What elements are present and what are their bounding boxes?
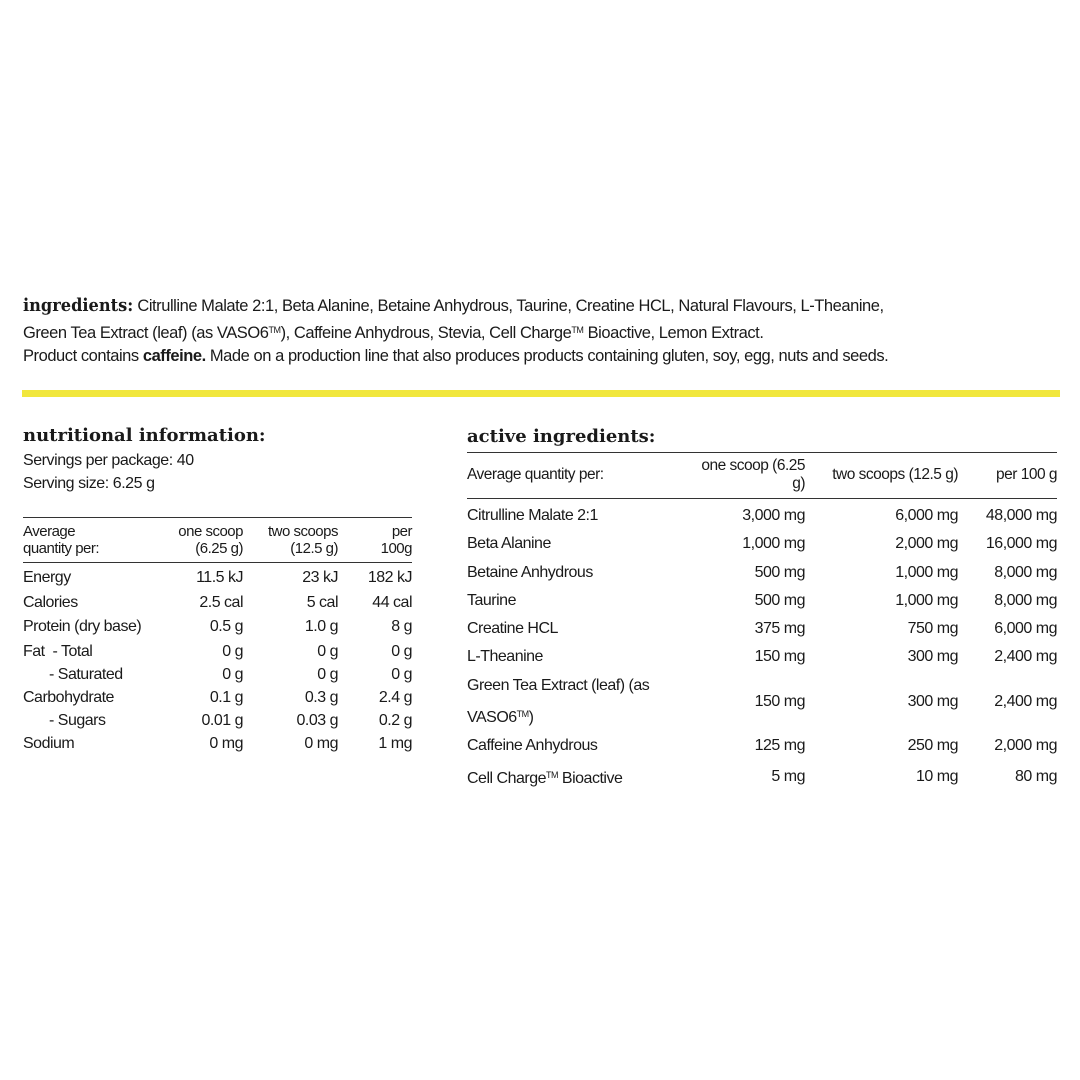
one-scoop-value: 500 mg <box>754 591 805 609</box>
two-scoops-value: 250 mg <box>907 737 958 755</box>
accent-divider <box>22 390 1060 397</box>
header-per-100g: per 100g <box>338 518 412 563</box>
one-scoop-value: 2.5 cal <box>199 593 243 611</box>
two-scoops-value: 0.03 g <box>296 711 338 729</box>
ingredients-line-2 <box>23 319 1053 346</box>
row-label: - Sugars <box>49 711 106 729</box>
row-label: L-Theanine <box>467 648 543 666</box>
two-scoops-value: 0 mg <box>304 734 338 752</box>
table-row <box>467 761 1057 793</box>
row-label: Protein (dry base) <box>23 618 142 635</box>
trademark-mark: TM <box>516 709 529 720</box>
per-100g-value: 80 mg <box>1015 767 1057 785</box>
row-label: Citrulline Malate 2:1 <box>467 507 598 524</box>
active-header-row <box>467 453 1057 499</box>
header-average-quantity: Average quantity per: <box>467 453 687 499</box>
table-row <box>467 615 1057 643</box>
per-100g-value: 1 mg <box>378 734 412 752</box>
two-scoops-value: 23 kJ <box>302 569 338 586</box>
two-scoops-value: 1.0 g <box>304 618 338 635</box>
one-scoop-value: 11.5 kJ <box>196 569 243 586</box>
servings-per-package: Servings per package: 40 <box>23 452 194 469</box>
trademark-mark: TM <box>571 324 584 335</box>
one-scoop-value: 1,000 mg <box>742 535 805 553</box>
header-two-scoops: two scoops (12.5 g) <box>805 453 958 499</box>
two-scoops-value: 1,000 mg <box>895 563 958 581</box>
table-row <box>23 615 412 640</box>
row-label: Sodium <box>23 734 75 752</box>
table-row <box>467 643 1057 671</box>
table-row <box>467 587 1057 615</box>
row-label: Caffeine Anhydrous <box>467 737 598 755</box>
row-label: Cell Charge™ Bioactive <box>467 769 623 787</box>
two-scoops-value: 750 mg <box>907 620 958 638</box>
nutrition-header-row <box>23 518 412 563</box>
ingredients-list-part2b: ), Caffeine Anhydrous, Stevia, Cell Charge <box>280 323 572 342</box>
per-100g-value: 16,000 mg <box>985 535 1057 553</box>
trademark-mark: TM <box>268 324 281 335</box>
per-100g-value: 2,000 mg <box>994 737 1057 755</box>
row-label: Fat - Total <box>23 642 93 660</box>
per-100g-value: 0.2 g <box>378 711 412 729</box>
table-row <box>467 672 1057 733</box>
per-100g-value: 0 g <box>391 665 412 683</box>
row-label: Creatine HCL <box>467 620 558 638</box>
ingredients-list-part2a: Green Tea Extract (leaf) (as VASO6 <box>23 323 269 342</box>
per-100g-value: 0 g <box>391 642 412 660</box>
allergen-statement <box>23 345 1053 369</box>
one-scoop-value: 0.01 g <box>201 711 243 729</box>
two-scoops-value: 10 mg <box>916 767 958 785</box>
row-label: Taurine <box>467 591 516 609</box>
table-row <box>467 559 1057 587</box>
per-100g-value: 6,000 mg <box>994 620 1057 638</box>
table-row <box>467 530 1057 558</box>
header-average-quantity: Average quantity per: <box>23 518 163 563</box>
table-row <box>23 686 412 709</box>
active-ingredients-panel <box>467 426 1057 787</box>
header-one-scoop: one scoop (6.25 g) <box>687 453 805 499</box>
row-label: Beta Alanine <box>467 535 551 553</box>
header-one-scoop: one scoop (6.25 g) <box>163 518 243 563</box>
two-scoops-value: 0 g <box>317 665 338 683</box>
table-row <box>23 732 412 757</box>
one-scoop-value: 5 mg <box>771 767 805 785</box>
per-100g-value: 2.4 g <box>378 688 412 706</box>
nutrition-table <box>23 517 412 756</box>
table-row <box>467 732 1057 760</box>
per-100g-value: 8,000 mg <box>994 563 1057 581</box>
per-100g-value: 44 cal <box>372 593 412 611</box>
one-scoop-value: 0.1 g <box>209 688 243 706</box>
ingredients-line-1 <box>23 294 1053 319</box>
row-label: Energy <box>23 569 71 586</box>
two-scoops-value: 300 mg <box>907 692 958 710</box>
one-scoop-value: 0 g <box>222 642 243 660</box>
ingredients-statement <box>23 294 1053 369</box>
nutritional-heading: nutritional information: <box>23 425 266 446</box>
header-per-100g: per 100 g <box>958 453 1057 499</box>
one-scoop-value: 3,000 mg <box>742 507 805 524</box>
two-scoops-value: 5 cal <box>306 593 338 611</box>
table-row <box>23 709 412 732</box>
table-row <box>23 591 412 616</box>
one-scoop-value: 150 mg <box>754 648 805 666</box>
active-ingredients-heading: active ingredients: <box>467 426 656 447</box>
table-row <box>23 663 412 686</box>
per-100g-value: 8 g <box>391 618 412 635</box>
per-100g-value: 48,000 mg <box>985 507 1057 524</box>
two-scoops-value: 300 mg <box>907 648 958 666</box>
two-scoops-value: 1,000 mg <box>895 591 958 609</box>
one-scoop-value: 150 mg <box>754 692 805 710</box>
active-ingredients-table <box>467 452 1057 793</box>
contains-prefix: Product contains <box>23 347 143 365</box>
ingredients-heading: ingredients: <box>23 295 134 316</box>
one-scoop-value: 375 mg <box>754 620 805 638</box>
row-label: - Saturated <box>49 665 123 683</box>
one-scoop-value: 0.5 g <box>209 618 243 635</box>
two-scoops-value: 6,000 mg <box>895 507 958 524</box>
contains-caffeine: caffeine. <box>142 347 206 365</box>
one-scoop-value: 500 mg <box>754 563 805 581</box>
row-label: Green Tea Extract (leaf) (as VASO6™) <box>467 676 650 727</box>
two-scoops-value: 2,000 mg <box>895 535 958 553</box>
trademark-mark: TM <box>545 769 558 780</box>
row-label: Betaine Anhydrous <box>467 563 593 581</box>
per-100g-value: 2,400 mg <box>994 692 1057 710</box>
ingredients-list-part1: Citrulline Malate 2:1, Beta Alanine, Betaine Anhydrous, Taurine, Creatine HCL, Natural Flavours, L-Theanine, <box>137 297 884 315</box>
serving-size: Serving size: 6.25 g <box>23 475 155 492</box>
contains-suffix: Made on a production line that also produces products containing gluten, soy, egg, nuts and seeds. <box>205 347 889 365</box>
per-100g-value: 182 kJ <box>367 569 412 586</box>
one-scoop-value: 0 g <box>222 665 243 683</box>
table-row <box>23 563 412 591</box>
one-scoop-value: 125 mg <box>754 737 805 755</box>
row-label: Carbohydrate <box>23 688 114 706</box>
one-scoop-value: 0 mg <box>209 734 243 752</box>
two-scoops-value: 0.3 g <box>304 688 338 706</box>
two-scoops-value: 0 g <box>317 642 338 660</box>
nutritional-information-panel <box>23 425 412 752</box>
header-two-scoops: two scoops (12.5 g) <box>243 518 338 563</box>
table-row <box>23 640 412 663</box>
per-100g-value: 2,400 mg <box>994 648 1057 666</box>
per-100g-value: 8,000 mg <box>994 591 1057 609</box>
table-row <box>467 499 1057 531</box>
ingredients-list-part2c: Bioactive, Lemon Extract. <box>583 323 764 342</box>
row-label: Calories <box>23 593 78 611</box>
